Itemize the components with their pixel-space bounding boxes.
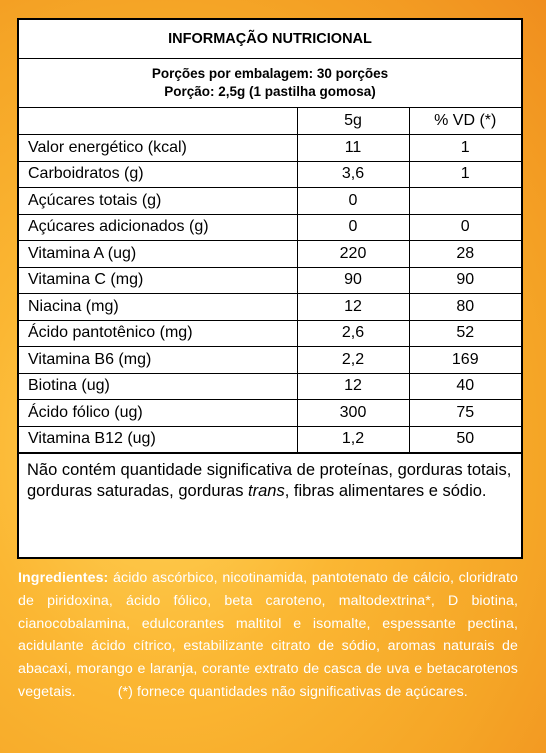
ingredients-note: (*) fornece quantidades não significativas de açúcares. — [117, 683, 468, 700]
ingredients-label: Ingredientes: — [18, 570, 109, 586]
serving-size: Porção: 2,5g (1 pastilha gomosa) — [164, 84, 376, 99]
row-dv: 169 — [409, 347, 521, 374]
nutrition-table — [19, 108, 521, 453]
row-label: Ácido fólico (ug) — [19, 400, 297, 427]
footnote-italic: trans — [248, 482, 285, 500]
row-amount: 12 — [297, 294, 409, 321]
nutrition-title: INFORMAÇÃO NUTRICIONAL — [19, 20, 521, 59]
row-dv: 90 — [409, 267, 521, 294]
servings-per-package: Porções por embalagem: 30 porções — [151, 66, 389, 81]
ingredients-text — [18, 567, 518, 704]
row-amount: 11 — [297, 135, 409, 162]
table-row — [19, 426, 521, 453]
table-row — [19, 135, 521, 162]
row-dv: 40 — [409, 373, 521, 400]
row-dv — [409, 188, 521, 215]
row-amount: 2,2 — [297, 347, 409, 374]
row-amount: 2,6 — [297, 320, 409, 347]
footnote-text-1: Não contém quantidade significativa de proteínas, gorduras totais, gorduras saturadas, gorduras — [27, 461, 512, 500]
row-label: Vitamina B12 (ug) — [19, 426, 297, 453]
table-row — [19, 241, 521, 268]
header-label — [19, 108, 297, 135]
row-label: Vitamina C (mg) — [19, 267, 297, 294]
row-dv: 52 — [409, 320, 521, 347]
row-amount: 0 — [297, 214, 409, 241]
header-amount: 5g — [297, 108, 409, 135]
table-row — [19, 400, 521, 427]
row-label: Ácido pantotênico (mg) — [19, 320, 297, 347]
table-row — [19, 188, 521, 215]
table-row — [19, 347, 521, 374]
row-dv: 50 — [409, 426, 521, 453]
row-amount: 300 — [297, 400, 409, 427]
footnote-text-2: , fibras alimentares e sódio. — [284, 482, 487, 500]
row-dv: 0 — [409, 214, 521, 241]
nutrition-footnote — [19, 453, 521, 502]
table-row — [19, 373, 521, 400]
row-label: Vitamina B6 (mg) — [19, 347, 297, 374]
nutrition-facts-panel — [17, 18, 523, 559]
row-amount: 0 — [297, 188, 409, 215]
row-label: Carboidratos (g) — [19, 161, 297, 188]
ingredients-list: ácido ascórbico, nicotinamida, pantotenato de cálcio, cloridrato de piridoxina, ácido fólico, beta caroteno, maltodextrina*, D biotina, cianocobalamina, edulcorantes maltitol e isomalte, espessante pectina, acidulante ácido cítrico, estabilizante citrato de sódio, aromas naturais de abacaxi, morango e laranja, corante extrato de casca de uva e betacarotenos vegetais. — [18, 570, 518, 700]
row-dv: 1 — [409, 135, 521, 162]
row-label: Biotina (ug) — [19, 373, 297, 400]
row-label: Vitamina A (ug) — [19, 241, 297, 268]
row-label: Açúcares adicionados (g) — [19, 214, 297, 241]
row-amount: 220 — [297, 241, 409, 268]
row-dv: 1 — [409, 161, 521, 188]
row-label: Valor energético (kcal) — [19, 135, 297, 162]
row-dv: 80 — [409, 294, 521, 321]
row-amount: 1,2 — [297, 426, 409, 453]
header-dv: % VD (*) — [409, 108, 521, 135]
row-label: Niacina (mg) — [19, 294, 297, 321]
row-amount: 90 — [297, 267, 409, 294]
row-amount: 3,6 — [297, 161, 409, 188]
row-dv: 75 — [409, 400, 521, 427]
table-row — [19, 267, 521, 294]
table-header-row — [19, 108, 521, 135]
row-dv: 28 — [409, 241, 521, 268]
row-amount: 12 — [297, 373, 409, 400]
table-row — [19, 294, 521, 321]
table-row — [19, 161, 521, 188]
row-label: Açúcares totais (g) — [19, 188, 297, 215]
serving-info — [19, 59, 521, 108]
table-row — [19, 214, 521, 241]
table-row — [19, 320, 521, 347]
